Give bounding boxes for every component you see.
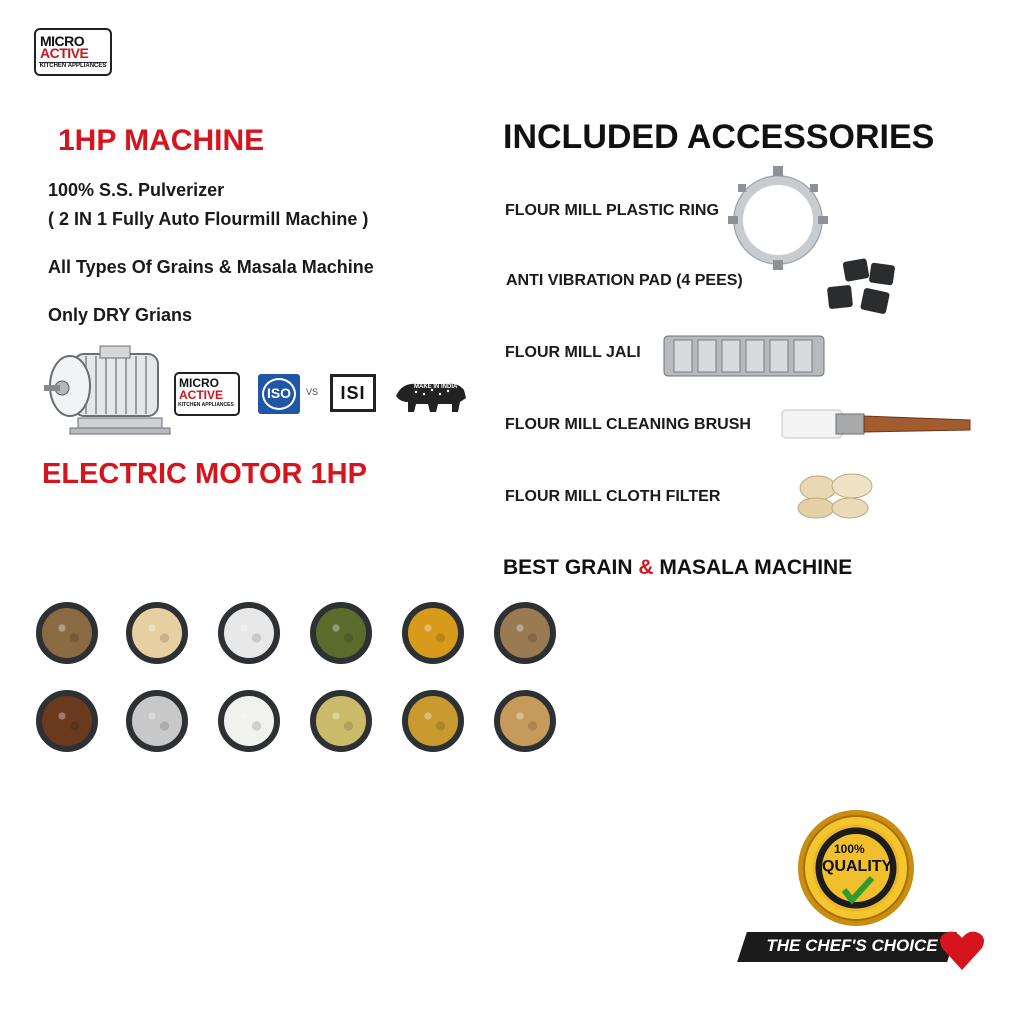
accessory-plastic-ring-label: FLOUR MILL PLASTIC RING: [505, 202, 719, 219]
cert-brand-logo-word1: MICRO: [179, 376, 219, 390]
isi-mark-icon: [330, 374, 376, 412]
grain-bowl: [36, 602, 98, 664]
grain-bowl: [310, 602, 372, 664]
flour-mill-jali-icon: [662, 332, 826, 380]
brand-logo: [34, 28, 112, 76]
tagline-part1: BEST GRAIN: [503, 556, 639, 579]
spec-line-3: All Types Of Grains & Masala Machine: [48, 257, 374, 277]
grain-bowl: [218, 690, 280, 752]
accessory-jali-label: FLOUR MILL JALI: [505, 344, 641, 361]
cert-brand-logo: [174, 372, 240, 416]
grain-bowl: [218, 602, 280, 664]
chefs-choice-text: THE CHEF'S CHOICE: [766, 936, 938, 955]
quality-seal-percent: 100%: [834, 842, 865, 856]
best-machine-tagline: [503, 556, 852, 580]
cert-brand-logo-tagline: KITCHEN APPLIANCES: [178, 402, 234, 408]
iso-text: ISO: [266, 385, 292, 401]
quality-seal-label: QUALITY: [822, 858, 893, 875]
cert-vs-text: VS: [306, 387, 319, 397]
brand-logo-tagline: KITCHEN APPLIANCES: [39, 62, 107, 72]
plastic-ring-icon: [726, 164, 830, 272]
grain-bowl: [126, 690, 188, 752]
brand-logo-word2: ACTIVE: [40, 45, 89, 61]
grain-bowl: [494, 602, 556, 664]
iso-badge-icon: [258, 374, 300, 414]
spec-line-1: 100% S.S. Pulverizer: [48, 180, 225, 200]
accessory-brush-label: FLOUR MILL CLEANING BRUSH: [505, 416, 751, 433]
vibration-pad-icon: [822, 258, 902, 322]
tagline-part2: MASALA MACHINE: [653, 556, 853, 579]
grain-bowl: [36, 690, 98, 752]
accessory-cloth-filter-label: FLOUR MILL CLOTH FILTER: [505, 488, 721, 505]
accessories-title: INCLUDED ACCESSORIES: [503, 118, 935, 156]
cleaning-brush-icon: [780, 400, 974, 446]
grain-bowl: [402, 602, 464, 664]
spec-line-4: Only DRY Grians: [48, 305, 193, 325]
tagline-ampersand: &: [638, 556, 654, 579]
brand-logo-word1: MICRO: [40, 33, 85, 49]
cert-brand-logo-word2: ACTIVE: [179, 388, 224, 402]
make-in-india-text: MAKE IN INDIA: [414, 384, 458, 390]
chef-hat-heart-icon: [938, 926, 986, 972]
electric-motor-label: ELECTRIC MOTOR 1HP: [42, 458, 367, 490]
grain-bowl: [402, 690, 464, 752]
grain-bowl: [126, 602, 188, 664]
machine-title: 1HP MACHINE: [58, 124, 265, 157]
cloth-filter-icon: [796, 470, 880, 520]
grain-bowl: [494, 690, 556, 752]
accessory-vibration-pad-label: ANTI VIBRATION PAD (4 PEES): [506, 272, 743, 289]
spec-line-2: ( 2 IN 1 Fully Auto Flourmill Machine ): [48, 209, 369, 229]
electric-motor-icon: [40, 342, 172, 446]
isi-text: ISI: [340, 383, 366, 403]
make-in-india-lion-icon: [392, 376, 470, 414]
grain-bowl: [310, 690, 372, 752]
